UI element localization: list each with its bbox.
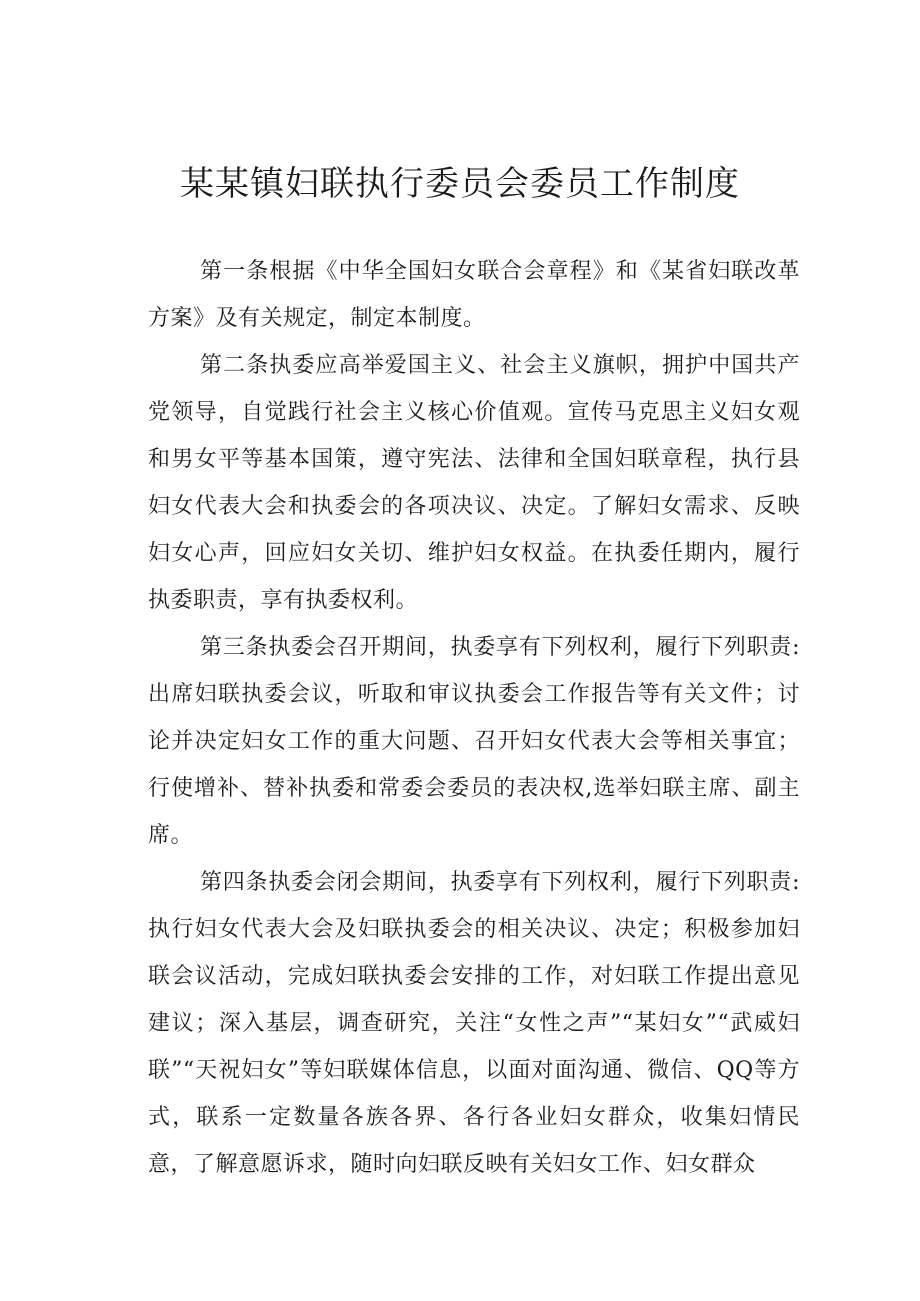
paragraph-article-4: 第四条执委会闭会期间，执委享有下列权利，履行下列职责:执行妇女代表大会及妇联执委会的相关决议、决定；积极参加妇联会议活动，完成妇联执委会安排的工作，对妇联工作提出意见建议；深入基层，调查研究，关注“女性之声”“某妇女”“武威妇联”“天祝妇女”等妇联媒体信息，以面对面沟通、微信、QQ等方式，联系一定数量各族各界、各行各业妇女群众，收集妇情民意，了解意愿诉求，随时向妇联反映有关妇女工作、妇女群众: [148, 870, 800, 1177]
paragraph-article-1: 第一条根据《中华全国妇女联合会章程》和《某省妇联改革方案》及有关规定，制定本制度。: [148, 259, 800, 331]
document-body: [148, 248, 800, 1188]
paragraph-article-2: 第二条执委应高举爱国主义、社会主义旗帜，拥护中国共产党领导，自觉践行社会主义核心价值观。宣传马克思主义妇女观和男女平等基本国策，遵守宪法、法律和全国妇联章程，执行县妇女代表大会和执委会的各项决议、决定。了解妇女需求、反映妇女心声，回应妇女关切、维护妇女权益。在执委任期内，履行执委职责，享有执委权利。: [148, 353, 800, 613]
paragraph-article-3: 第三条执委会召开期间，执委享有下列权利，履行下列职责:出席妇联执委会议，听取和审议执委会工作报告等有关文件；讨论并决定妇女工作的重大问题、召开妇女代表大会等相关事宜；行使增补、替补执委和常委会委员的表决权,选举妇联主席、副主席。: [148, 635, 800, 848]
document-title: 某某镇妇联执行委员会委员工作制度: [180, 164, 740, 204]
